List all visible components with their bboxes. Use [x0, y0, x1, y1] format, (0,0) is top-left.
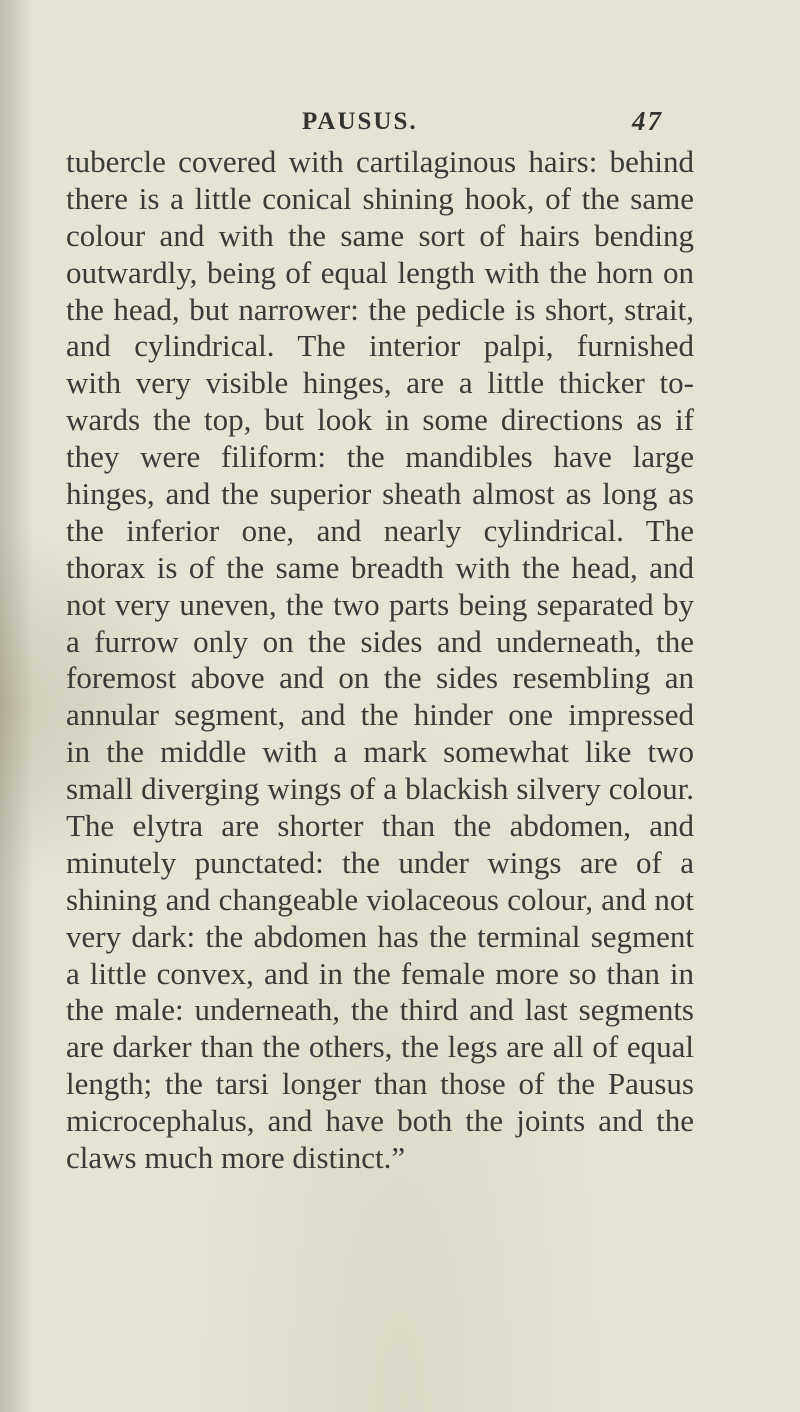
text-line: shining and changeable violaceous colour, and not [66, 881, 694, 917]
text-line: claws much more distinct.” [66, 1140, 406, 1176]
text-line: The elytra are shorter than the abdomen, and [66, 808, 694, 844]
text-line: colour and with the same sort of hairs bending [66, 217, 694, 253]
text-line: a little convex, and in the female more so than in [66, 955, 694, 991]
text-line: outwardly, being of equal length with the horn on [66, 254, 694, 290]
text-line: and cylindrical. The interior palpi, furnished [66, 328, 694, 364]
running-title: PAUSUS. [302, 108, 418, 135]
page-gutter-shadow [0, 0, 34, 1412]
text-line: they were filiform: the mandibles have large [66, 439, 694, 475]
text-line: foremost above and on the sides resembling an [66, 660, 694, 696]
text-line: very dark: the abdomen has the terminal segment [66, 918, 694, 954]
text-line: small diverging wings of a blackish silvery colour. [66, 771, 694, 807]
text-line: thorax is of the same breadth with the head, and [66, 549, 694, 585]
text-line: microcephalus, and have both the joints and the [66, 1103, 694, 1139]
text-line: length; the tarsi longer than those of the Pausus [66, 1066, 694, 1102]
text-line: are darker than the others, the legs are all of equal [66, 1029, 694, 1065]
text-line: not very uneven, the two parts being separated by [66, 586, 694, 622]
text-line: a furrow only on the sides and underneath, the [66, 623, 694, 659]
body-text [66, 144, 694, 1177]
text-line: the male: underneath, the third and last segments [66, 992, 694, 1028]
text-line: the head, but narrower: the pedicle is short, strait, [66, 291, 694, 327]
text-line: the inferior one, and nearly cylindrical. The [66, 512, 694, 548]
text-line: with very visible hinges, are a little thicker to- [66, 365, 694, 401]
text-line: annular segment, and the hinder one impressed [66, 697, 694, 733]
text-line: hinges, and the superior sheath almost as long as [66, 476, 694, 512]
text-line: wards the top, but look in some directions as if [66, 402, 694, 438]
text-line: minutely punctated: the under wings are of a [66, 844, 694, 880]
page-number: 47 [632, 106, 663, 136]
text-line: in the middle with a mark somewhat like two [66, 734, 694, 770]
running-head [0, 104, 800, 144]
text-line: there is a little conical shining hook, of the same [66, 180, 694, 216]
text-line: tubercle covered with cartilaginous hairs: behind [66, 144, 694, 179]
